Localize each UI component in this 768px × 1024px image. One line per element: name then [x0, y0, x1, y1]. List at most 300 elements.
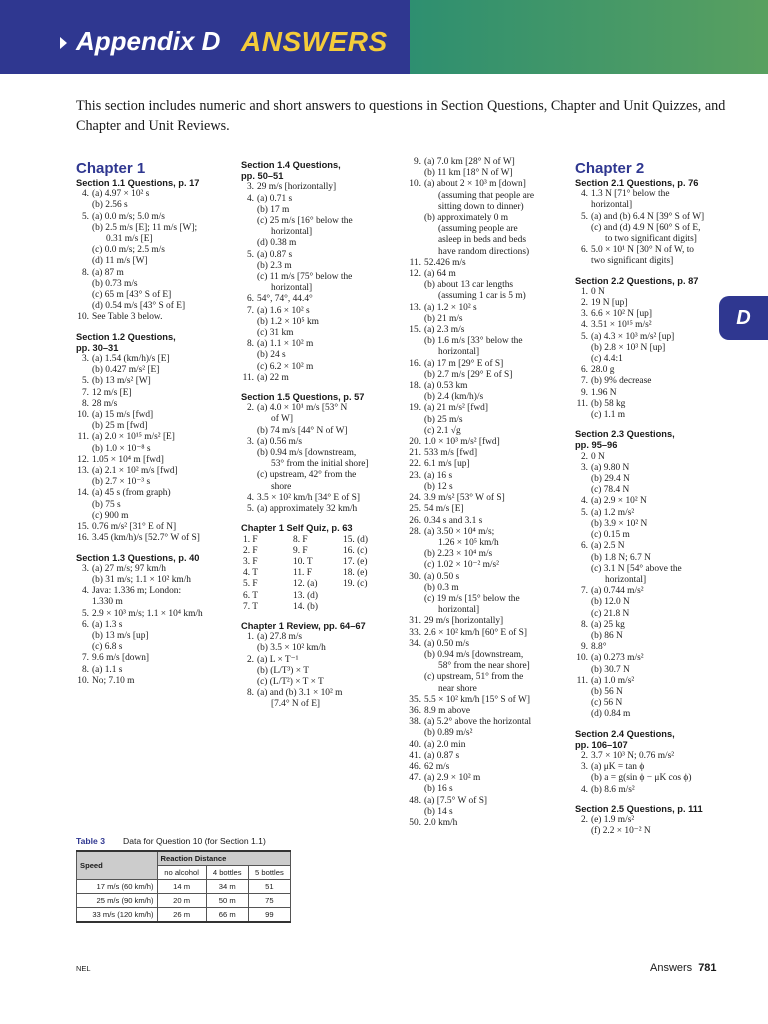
question-number: 10. — [77, 410, 89, 421]
answer-line: (c) 19 m/s [15° below the — [424, 593, 520, 604]
question-number: 5. — [81, 376, 89, 387]
question-number: 33. — [409, 627, 421, 638]
answer-line: horizontal] — [591, 200, 633, 211]
answer-line — [408, 706, 573, 717]
answer-line: sitting down to dinner) — [438, 201, 524, 212]
question-number: 1. — [580, 286, 588, 297]
answer-line — [76, 522, 236, 533]
question-number: 5. — [81, 211, 89, 222]
section-heading: Section 2.5 Questions, p. 111 — [575, 803, 703, 814]
answer-line: (b) 1.8 N; 6.7 N — [591, 552, 651, 563]
question-number: 3. — [580, 762, 588, 773]
quiz-answer: 16. (c) — [343, 545, 368, 556]
answer-line: (b) 14 s — [424, 806, 453, 817]
answer-line — [241, 504, 401, 515]
answer-line — [575, 463, 725, 474]
question-number: 6. — [81, 619, 89, 630]
answer-line: (b) 2.56 s — [92, 200, 128, 211]
answer-line: 58° from the near shore] — [438, 661, 530, 672]
answer-line — [408, 527, 573, 538]
question-number: 8. — [81, 398, 89, 409]
answer-line — [408, 179, 573, 190]
answer-line: (b) 86 N — [591, 630, 623, 641]
section-heading: Chapter 1 Self Quiz, p. 63 — [241, 523, 353, 534]
question-number: 3. — [81, 563, 89, 574]
answer-line — [575, 298, 725, 309]
section-heading: Section 1.2 Questions, — [76, 331, 176, 342]
table-header-speed: Speed — [77, 851, 158, 880]
answer-line: (b) 0.3 m — [424, 582, 459, 593]
answer-line: (f) 2.2 × 10⁻² N — [591, 826, 651, 837]
answer-line — [76, 488, 236, 499]
answer-line: 0.31 m/s [E] — [106, 234, 153, 245]
question-number: 4. — [246, 492, 254, 503]
quiz-answer: 5. F — [243, 579, 258, 590]
answer-line — [575, 496, 725, 507]
answer-line: (b) 1.2 × 10⁵ km — [257, 316, 319, 327]
answer-line: (b) 2.4 (km/h)/s — [424, 392, 484, 403]
answer-line — [76, 410, 236, 421]
answer-line — [408, 616, 573, 627]
answer-line — [575, 785, 725, 796]
question-number: 10. — [77, 675, 89, 686]
answer-text: (a) 2.3 m/s — [424, 325, 465, 336]
question-number: 4. — [81, 586, 89, 597]
answer-text: (a) 1.2 m/s² — [591, 507, 635, 518]
answer-text: 9.6 m/s [down] — [92, 653, 150, 664]
answer-line: (c) 6.8 s — [92, 642, 123, 653]
reaction-distance-table: Speed Reaction Distance no alcohol 4 bottles 5 bottles 17 m/s (60 km/h) 14 m 34 m 51 25 m/s (90 km/h) 20 m 50 m 75 33 m/s (120 km/h) 26 m 66 m 99 — [76, 850, 291, 923]
question-number: 2. — [580, 298, 588, 309]
question-number: 8. — [580, 619, 588, 630]
question-number: 13. — [409, 302, 421, 313]
answer-text: 5.5 × 10² km/h [15° S of W] — [424, 694, 530, 705]
question-number: 7. — [81, 387, 89, 398]
section-heading: pp. 106–107 — [575, 739, 628, 750]
answer-text: (a) 0.56 m/s — [257, 436, 303, 447]
answer-line — [408, 762, 573, 773]
answer-text: (a) 17 m [29° E of S] — [424, 358, 504, 369]
answer-line: (d) 11 m/s [W] — [92, 256, 148, 267]
answer-line: asleep in beds and beds — [438, 235, 526, 246]
answer-line: (b) 25 m/s — [424, 414, 463, 425]
answer-line: (c) 25 m/s [16° below the — [257, 216, 353, 227]
answer-text: (a) 27.8 m/s — [257, 632, 303, 643]
answer-text: (a) 2.9 × 10² N — [591, 496, 647, 507]
answer-text: (a) 3.50 × 10⁴ m/s; — [424, 526, 495, 537]
answer-line: (b) approximately 0 m — [424, 213, 509, 224]
answer-line: (b) 1.0 × 10⁻⁸ s — [92, 443, 151, 454]
answer-line: (b) 1.6 m/s [33° below the — [424, 336, 523, 347]
question-number: 46. — [409, 761, 421, 772]
answer-line: horizontal] — [438, 347, 480, 358]
table-row: 17 m/s (60 km/h) 14 m 34 m 51 — [77, 880, 291, 894]
answer-text: 28 m/s — [92, 398, 118, 409]
answer-text: (a) 21 m/s² [fwd] — [424, 403, 488, 414]
answer-text: No; 7.10 m — [92, 675, 135, 686]
answer-line — [76, 455, 236, 466]
answer-text: 54°, 74°, 44.4° — [257, 294, 313, 305]
answer-line: (assuming that people are — [438, 190, 535, 201]
question-number: 3. — [246, 182, 254, 193]
answer-text: 3.5 × 10² km/h [34° E of S] — [257, 492, 360, 503]
answer-text: (a) and (b) 3.1 × 10² m — [257, 688, 343, 699]
answer-line: (c) 31 km — [257, 328, 294, 339]
answer-text: (b) 58 kg — [591, 398, 626, 409]
answer-line: to two significant digits] — [605, 234, 697, 245]
answer-text: (a) 2.9 × 10² m — [424, 773, 481, 784]
answer-line — [76, 533, 236, 544]
question-number: 5. — [246, 504, 254, 515]
question-number: 6. — [580, 365, 588, 376]
question-number: 38. — [409, 717, 421, 728]
table-caption: Table 3 Data for Question 10 (for Section 1.1) — [76, 836, 266, 846]
quiz-answer: 12. (a) — [293, 579, 318, 590]
question-number: 11. — [576, 398, 588, 409]
table-row: 33 m/s (120 km/h) 26 m 66 m 99 — [77, 908, 291, 923]
question-number: 30. — [409, 571, 421, 582]
question-number: 4. — [580, 189, 588, 200]
answer-text: (a) 0.744 m/s² — [591, 586, 644, 597]
section-heading: Section 2.4 Questions, — [575, 728, 675, 739]
publisher-mark: NEL — [76, 964, 91, 973]
quiz-answer — [343, 591, 393, 602]
answer-text: (a) 0.87 s — [424, 750, 460, 761]
answer-line: (c) (L/T²) × T × T — [257, 676, 324, 687]
answer-line — [76, 212, 236, 223]
answer-line: (c) 1.02 × 10⁻² m/s² — [424, 560, 499, 571]
answers-column-4 — [575, 160, 725, 837]
question-number: 15. — [409, 325, 421, 336]
answer-text: (b) 13 m/s² [W] — [92, 376, 151, 387]
section-heading: Chapter 1 Review, pp. 64–67 — [241, 620, 366, 631]
question-number: 6. — [580, 541, 588, 552]
question-number: 47. — [409, 773, 421, 784]
question-number: 9. — [580, 387, 588, 398]
question-number: 50. — [409, 817, 421, 828]
question-number: 6. — [580, 245, 588, 256]
answer-line: (b) 0.427 m/s² [E] — [92, 365, 160, 376]
question-number: 7. — [580, 376, 588, 387]
answer-line — [575, 452, 725, 463]
table-row: 25 m/s (90 km/h) 20 m 50 m 75 — [77, 894, 291, 908]
quiz-answer: 19. (c) — [343, 579, 368, 590]
answer-text: (a) 1.6 × 10² s — [257, 305, 310, 316]
answer-text: 2.9 × 10³ m/s; 1.1 × 10⁴ km/h — [92, 608, 203, 619]
quiz-answer: 3. F — [243, 556, 258, 567]
answer-line: (b) 17 m — [257, 204, 290, 215]
answer-line: (b) 30.7 N — [591, 664, 630, 675]
question-number: 8. — [81, 664, 89, 675]
question-number: 19. — [409, 403, 421, 414]
question-number: 2. — [246, 654, 254, 665]
answer-line — [575, 388, 725, 399]
answer-text: (a) 0.87 s — [257, 249, 293, 260]
answer-text: (a) 0.71 s — [257, 193, 293, 204]
answer-line — [575, 376, 725, 387]
question-number: 21. — [409, 448, 421, 459]
answer-text: (a) 1.0 m/s² — [591, 675, 635, 686]
answer-line: two significant digits] — [591, 256, 674, 267]
answer-line — [76, 665, 236, 676]
answer-line — [575, 676, 725, 687]
answers-column-1 — [76, 160, 236, 687]
answer-line — [575, 332, 725, 343]
answer-line: (d) 0.38 m — [257, 238, 297, 249]
answer-line — [408, 269, 573, 280]
question-number: 41. — [409, 750, 421, 761]
answer-text: (a) μK = tan ϕ — [591, 762, 645, 773]
answer-line — [408, 751, 573, 762]
answer-line: (c) 21.8 N — [591, 608, 630, 619]
answer-text: (a) 22 m — [257, 372, 289, 383]
answer-line — [575, 762, 725, 773]
answer-line — [575, 815, 725, 826]
answer-line: (b) 31 m/s; 1.1 × 10² km/h — [92, 574, 191, 585]
answer-line: (assuming people are — [438, 224, 518, 235]
answers-column-3 — [408, 157, 573, 829]
answer-line — [575, 365, 725, 376]
question-number: 9. — [580, 642, 588, 653]
quiz-answer: 6. T — [243, 590, 258, 601]
answer-text: (a) 0.0 m/s; 5.0 m/s — [92, 211, 165, 222]
answer-text: (a) 64 m — [424, 269, 456, 280]
answer-line: (c) upstream, 42° from the — [257, 470, 357, 481]
question-number: 2. — [246, 403, 254, 414]
question-number: 20. — [409, 437, 421, 448]
question-number: 12. — [77, 454, 89, 465]
quiz-answer — [343, 602, 393, 613]
question-number: 8. — [81, 267, 89, 278]
answer-line: (b) about 13 car lengths — [424, 280, 514, 291]
answer-line: (b) 29.4 N — [591, 474, 630, 485]
answer-line: shore — [271, 481, 292, 492]
answer-line — [76, 268, 236, 279]
answer-text: 62 m/s — [424, 761, 450, 772]
answer-line — [408, 157, 573, 168]
answer-line: (b) 2.3 m — [257, 260, 292, 271]
section-heading: Section 2.1 Questions, p. 76 — [575, 178, 699, 188]
answer-text: (a) 16 s — [424, 470, 453, 481]
appendix-title: Appendix D — [76, 26, 221, 56]
answer-line: (c) upstream, 51° from the — [424, 672, 524, 683]
question-number: 16. — [409, 358, 421, 369]
answer-text: 6.6 × 10² N [up] — [591, 309, 652, 320]
question-number: 5. — [81, 608, 89, 619]
answer-line: (c) 2.1 √g — [424, 425, 461, 436]
section-heading: Section 1.3 Questions, p. 40 — [76, 552, 200, 563]
answer-text: 1.05 × 10⁴ m [fwd] — [92, 454, 164, 465]
question-number: 10. — [409, 179, 421, 190]
answer-line — [408, 359, 573, 370]
answer-line: horizontal] — [438, 605, 480, 616]
answer-line: (c) 3.1 N [54° above the — [591, 563, 682, 574]
answer-line — [76, 312, 236, 323]
answer-line: (assuming 1 car is 5 m) — [438, 291, 526, 302]
answer-line — [408, 516, 573, 527]
answer-text: 29 m/s [horizontally] — [424, 616, 504, 627]
question-number: 4. — [580, 496, 588, 507]
answer-text: See Table 3 below. — [92, 312, 163, 323]
answer-text: (a) approximately 32 km/h — [257, 504, 358, 515]
table-header-reaction: Reaction Distance — [157, 851, 290, 866]
answer-line — [241, 655, 401, 666]
answer-text: 0.76 m/s² [31° E of N] — [92, 522, 177, 533]
answer-line — [575, 309, 725, 320]
answer-line: (d) 0.54 m/s [43° S of E] — [92, 301, 186, 312]
answer-text: (a) and (b) 6.4 N [39° S of W] — [591, 211, 705, 222]
answer-line — [575, 541, 725, 552]
answer-line — [575, 620, 725, 631]
answer-text: 3.45 (km/h)/s [52.7° W of S] — [92, 533, 200, 544]
answer-line: (b) 56 N — [591, 686, 623, 697]
answer-line — [241, 306, 401, 317]
question-number: 23. — [409, 470, 421, 481]
question-number: 3. — [580, 462, 588, 473]
answer-line — [241, 403, 401, 414]
question-number: 3. — [580, 309, 588, 320]
answer-text: (a) 0.273 m/s² — [591, 653, 644, 664]
answer-line — [76, 432, 236, 443]
answer-line — [408, 796, 573, 807]
answer-text: 29 m/s [horizontally] — [257, 182, 337, 193]
answer-text: (a) 9.80 N — [591, 462, 630, 473]
answer-line: (b) 2.7 × 10⁻³ s — [92, 477, 151, 488]
section-heading: Section 2.2 Questions, p. 87 — [575, 275, 699, 286]
answer-line — [241, 339, 401, 350]
answer-line — [575, 287, 725, 298]
answer-text: (a) 25 kg — [591, 619, 625, 630]
question-number: 48. — [409, 795, 421, 806]
answer-text: (a) 15 m/s [fwd] — [92, 410, 154, 421]
question-number: 14. — [77, 488, 89, 499]
answer-line — [76, 388, 236, 399]
quiz-answer: 17. (e) — [343, 556, 368, 567]
answers-title: ANSWERS — [241, 26, 388, 57]
question-number: 7. — [580, 586, 588, 597]
quiz-answer: 4. T — [243, 568, 258, 579]
answer-text: 3.9 m/s² [53° W of S] — [424, 493, 505, 504]
answer-line: (b) 2.8 × 10³ N [up] — [591, 342, 666, 353]
quiz-answer: 14. (b) — [293, 601, 318, 612]
page-number: 781 — [698, 962, 717, 974]
question-number: 40. — [409, 739, 421, 750]
question-number: 4. — [580, 784, 588, 795]
quiz-answer: 1. F — [243, 534, 258, 545]
answer-line: (b) 2.23 × 10⁴ m/s — [424, 549, 493, 560]
question-number: 2. — [580, 750, 588, 761]
answer-line: (d) 0.84 m — [591, 709, 631, 720]
question-number: 18. — [409, 381, 421, 392]
answer-text: Java: 1.336 m; London: — [92, 586, 182, 597]
question-number: 16. — [77, 533, 89, 544]
answer-line: (c) 4.4:1 — [591, 354, 623, 365]
answer-line: (c) 6.2 × 10² m — [257, 361, 314, 372]
answer-text: (a) 1.1 s — [92, 664, 123, 675]
answer-line — [408, 325, 573, 336]
answer-text: (a) 1.54 (km/h)/s [E] — [92, 354, 170, 365]
question-number: 25. — [409, 504, 421, 515]
answer-line — [241, 493, 401, 504]
answer-line: (b) 11 km [18° N of W] — [424, 168, 513, 179]
question-number: 9. — [413, 157, 421, 167]
answer-line — [241, 294, 401, 305]
answer-line: 1.26 × 10⁵ km/h — [438, 537, 499, 548]
answer-line — [76, 586, 236, 597]
answer-line: (b) a = g(sin ϕ − μK cos ϕ) — [591, 773, 692, 784]
answer-line — [76, 609, 236, 620]
answer-line — [76, 189, 236, 200]
answer-line — [408, 572, 573, 583]
answer-text: (a) 0.53 km — [424, 381, 468, 392]
answer-line: (b) 3.5 × 10² km/h — [257, 643, 326, 654]
answer-text: (b) 8.6 m/s² — [591, 784, 635, 795]
answer-line — [575, 189, 725, 200]
quiz-answer: 7. T — [243, 601, 258, 612]
section-heading: pp. 50–51 — [241, 171, 284, 182]
answer-line: (b) 12.0 N — [591, 597, 630, 608]
answer-text: (e) 1.9 m/s² — [591, 814, 635, 825]
question-number: 4. — [580, 320, 588, 331]
answer-text: 8.8° — [591, 642, 607, 653]
header-banner — [0, 0, 768, 74]
answer-line — [575, 508, 725, 519]
question-number: 28. — [409, 526, 421, 537]
answer-line: (b) 2.7 m/s [29° E of S] — [424, 369, 513, 380]
answer-line — [408, 504, 573, 515]
chapter-heading: Chapter 1 — [76, 160, 146, 177]
answer-line — [241, 437, 401, 448]
answer-text: (a) 87 m — [92, 267, 124, 278]
answer-line: [7.4° N of E] — [271, 699, 321, 710]
answer-line — [575, 642, 725, 653]
answer-text: (a) [7.5° W of S] — [424, 795, 488, 806]
answer-line — [408, 471, 573, 482]
question-number: 12. — [409, 269, 421, 280]
answer-line: (b) 0.94 m/s [downstream, — [257, 448, 357, 459]
quiz-answer: 2. F — [243, 545, 258, 556]
question-number: 11. — [242, 372, 254, 383]
answer-text: (a) 2.0 × 10¹⁵ m/s² [E] — [92, 432, 175, 443]
section-heading: pp. 95–96 — [575, 440, 618, 451]
answer-line — [76, 620, 236, 631]
question-number: 3. — [246, 436, 254, 447]
answer-line — [575, 212, 725, 223]
chapter-heading: Chapter 2 — [575, 160, 645, 177]
answer-line — [408, 303, 573, 314]
question-number: 5. — [580, 331, 588, 342]
question-number: 6. — [246, 294, 254, 305]
question-number: 26. — [409, 515, 421, 526]
question-number: 35. — [409, 694, 421, 705]
answer-text: (a) 0.50 m/s — [424, 638, 470, 649]
question-number: 7. — [246, 305, 254, 316]
answer-text: (a) 2.0 min — [424, 739, 466, 750]
question-number: 36. — [409, 705, 421, 716]
answer-text: (a) 4.97 × 10² s — [92, 189, 150, 200]
answer-line: (b) 3.9 × 10² N — [591, 518, 648, 529]
question-number: 11. — [576, 675, 588, 686]
question-number: 11. — [409, 257, 421, 268]
appendix-d-tab: D — [719, 296, 768, 340]
question-number: 15. — [77, 522, 89, 533]
answer-text: 28.0 g — [591, 365, 615, 376]
answer-line — [408, 448, 573, 459]
question-number: 5. — [246, 249, 254, 260]
section-heading: Section 1.1 Questions, p. 17 — [76, 178, 200, 188]
question-number: 5. — [580, 211, 588, 222]
quiz-answer: 13. (d) — [293, 590, 318, 601]
